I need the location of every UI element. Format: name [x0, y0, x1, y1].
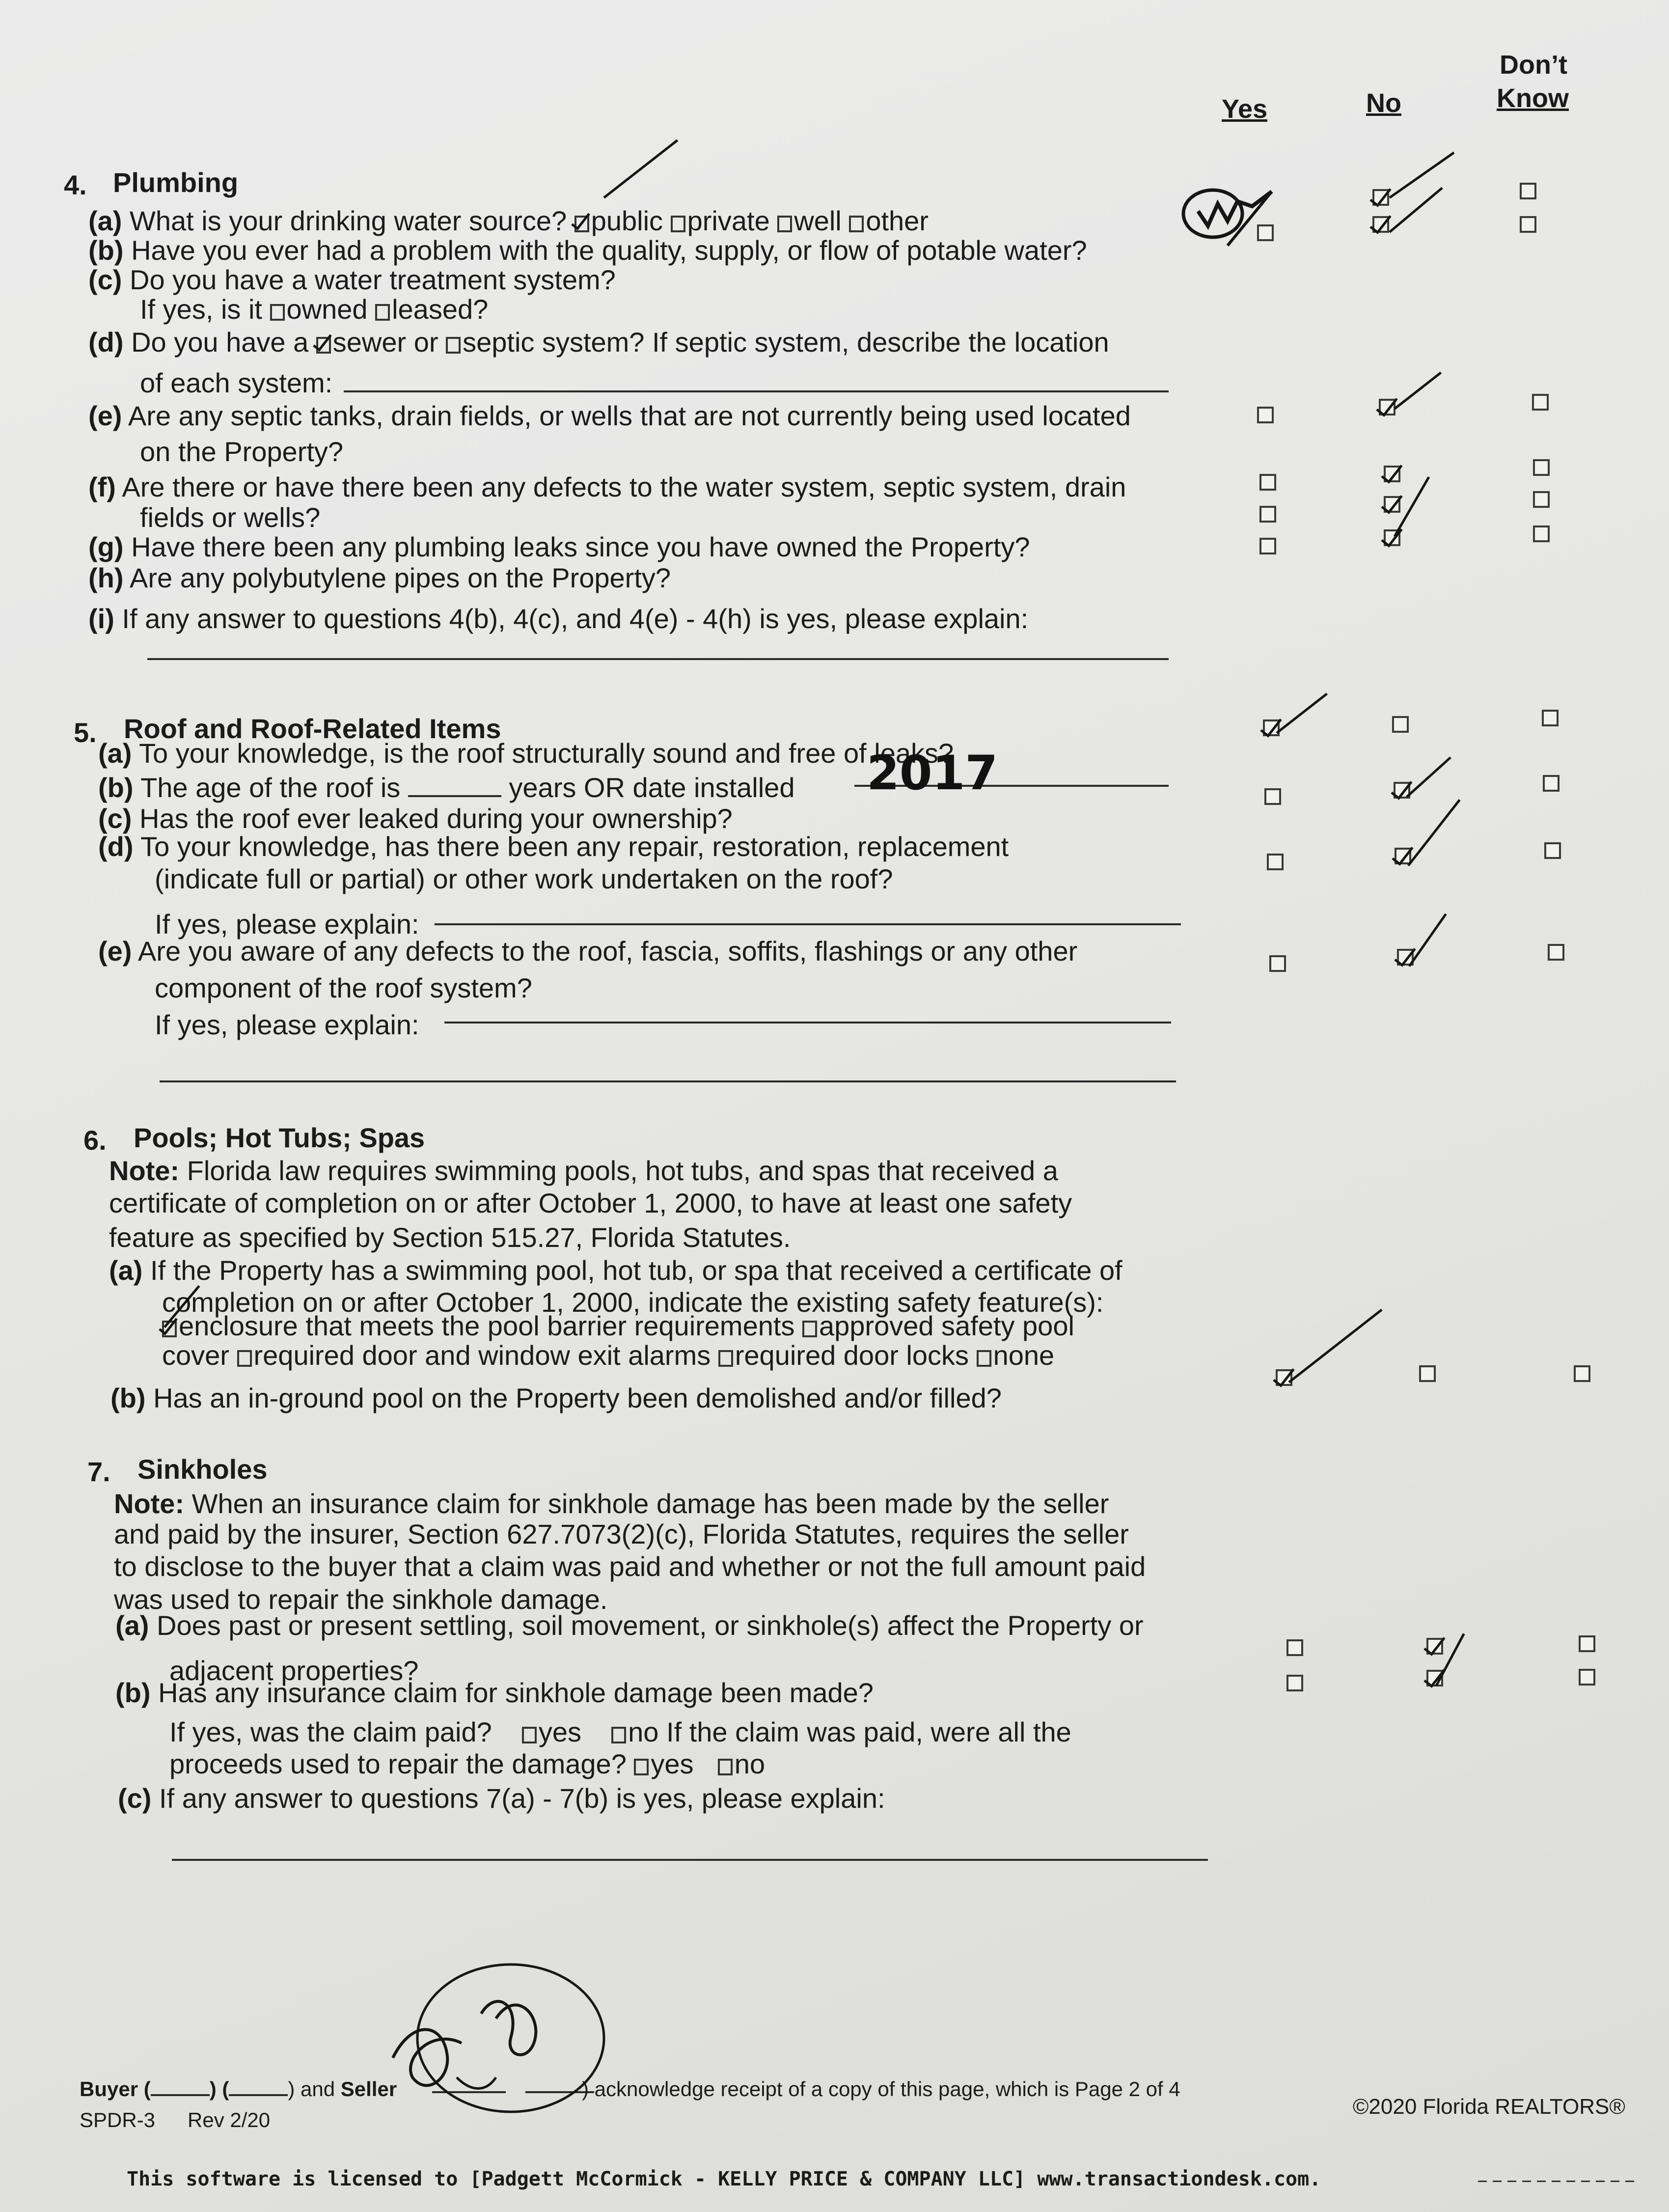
section-5-title: Roof and Roof-Related Items [124, 713, 501, 744]
s7-note-3: to disclose to the buyer that a claim was paid and whether or not the full amount paid [114, 1551, 1146, 1582]
q6a-door-locks-label: required door locks [735, 1340, 969, 1371]
footer-dashed-line [1478, 2181, 1640, 2182]
q4d-label: (d) [88, 327, 124, 358]
q4c-leased-label: leased? [392, 294, 489, 325]
q7a-label: (a) [115, 1610, 149, 1641]
q6b-label: (b) [110, 1382, 146, 1413]
q4b-dont-know-checkbox[interactable] [1520, 183, 1536, 199]
q4a-private-label: private [687, 205, 770, 236]
q4g-row [88, 531, 1030, 563]
q4i-answer-line[interactable] [147, 658, 1169, 660]
q4d-sewer-label: sewer [332, 327, 407, 358]
footer-close-1: ) ( [209, 2077, 229, 2101]
q7b-question: Has any insurance claim for sinkhole damage been made? [158, 1677, 874, 1708]
section-4-title: Plumbing [113, 167, 239, 198]
q4c-label: (c) [88, 264, 122, 295]
q4b-row [88, 235, 1087, 266]
s6-note-3: feature as specified by Section 515.27, Florida Statutes. [109, 1222, 791, 1253]
q6a-safety-cover-label-2: cover [162, 1340, 229, 1371]
q5b-label: (b) [98, 772, 134, 803]
q5d-dont-know-checkbox[interactable] [1544, 842, 1561, 859]
q4f-row [88, 471, 1126, 503]
q7c-answer-line[interactable] [172, 1859, 1208, 1861]
q4c-sub-row [140, 294, 488, 325]
s7-note-line-1 [114, 1488, 1109, 1520]
q4e-label: (e) [88, 400, 122, 431]
q4b-question: Have you ever had a problem with the quality, supply, or flow of potable water? [131, 235, 1087, 266]
seller-initials-signature [373, 1960, 629, 2122]
footer-license: This software is licensed to [Padgett McCormick - KELLY PRICE & COMPANY LLC] www.transactiondesk.com. [127, 2168, 1321, 2190]
q4a-other-checkbox[interactable] [849, 216, 864, 232]
q5e-dont-know-checkbox[interactable] [1548, 944, 1564, 961]
q4c-owned-label: owned [286, 294, 368, 325]
q4g-dont-know-checkbox[interactable] [1533, 491, 1550, 508]
q4h-yes-checkbox[interactable] [1259, 538, 1276, 554]
q4d-septic-checkbox[interactable] [446, 337, 461, 354]
q5c-pen-stroke [1406, 756, 1451, 798]
footer-seller-label: Seller [340, 2077, 397, 2101]
s7-note-label: Note: [114, 1488, 185, 1519]
q4h-question: Are any polybutylene pipes on the Property? [129, 562, 671, 593]
q4e-yes-checkbox[interactable] [1257, 407, 1274, 423]
q5e-question-1: Are you aware of any defects to the roof, fascia, soffits, flashings or any other [137, 936, 1078, 967]
q4c-no-checkbox[interactable] [1372, 216, 1389, 233]
section-6-title: Pools; Hot Tubs; Spas [134, 1122, 425, 1153]
q5a-label: (a) [98, 738, 132, 769]
q5d-question-1: To your knowledge, has there been any repair, restoration, replacement [140, 831, 1009, 862]
q7c-label: (c) [118, 1783, 152, 1814]
q4a-well-checkbox[interactable] [777, 216, 792, 232]
q5a-question: To your knowledge, is the roof structurally sound and free of leaks? [139, 738, 954, 769]
s7-note-1: When an insurance claim for sinkhole damage has been made by the seller [192, 1488, 1109, 1519]
q6a-enclosure-label: enclosure that meets the pool barrier requirements [179, 1310, 795, 1341]
q4a-question: What is your drinking water source? [130, 205, 567, 236]
q4e-pen-stroke [1394, 372, 1442, 410]
q7b-paid-yes-checkbox[interactable] [522, 1727, 537, 1743]
q5b-age-field[interactable] [408, 775, 501, 797]
q5d-no-checkbox[interactable] [1395, 848, 1411, 864]
q5e-explain-line[interactable] [444, 1022, 1171, 1023]
q4c-dont-know-checkbox[interactable] [1520, 216, 1536, 233]
footer-acknowledgment: ) acknowledge receipt of a copy of this page, which is Page 2 of 4 [582, 2077, 1180, 2101]
q6a-row [109, 1255, 1122, 1286]
q7b-sub-row-1 [169, 1716, 1071, 1748]
q6a-alarms-checkbox[interactable] [237, 1350, 252, 1367]
s6-note-line-1 [109, 1155, 1058, 1187]
buyer-initials-1-field[interactable] [151, 2079, 210, 2096]
q7c-question: If any answer to questions 7(a) - 7(b) is yes, please explain: [159, 1783, 885, 1814]
column-dont-know-header-1: Don’t [1500, 50, 1567, 80]
section-7-title: Sinkholes [137, 1454, 268, 1485]
q4h-dont-know-checkbox[interactable] [1533, 525, 1550, 542]
s6-note-2: certificate of completion on or after October 1, 2000, to have at least one safety [109, 1188, 1072, 1218]
q5e-pen-stroke [1408, 913, 1447, 967]
q5e-label: (e) [98, 936, 132, 967]
footer-initials-row [80, 2074, 397, 2105]
q7c-row [118, 1783, 885, 1814]
q7a-dont-know-checkbox[interactable] [1579, 1635, 1595, 1652]
q5a-pen-stroke [1276, 692, 1328, 734]
column-dont-know-header-2: Know [1497, 83, 1569, 113]
q7a-no-checkbox[interactable] [1426, 1638, 1443, 1655]
s6-note-label: Note: [109, 1155, 180, 1186]
s6-note-1: Florida law requires swimming pools, hot tubs, and spas that received a [187, 1155, 1058, 1186]
q7b-proceeds-yes-checkbox[interactable] [634, 1759, 649, 1775]
q4a-row [88, 205, 929, 237]
q7b-sub-1: If yes, was the claim paid? [169, 1716, 492, 1747]
q4e-no-checkbox[interactable] [1379, 399, 1395, 415]
footer-and: ) and [288, 2077, 335, 2101]
column-no-header: No [1366, 88, 1401, 118]
q4c-owned-checkbox[interactable] [270, 304, 285, 321]
q4a-public-checkbox[interactable] [575, 216, 589, 232]
footer-form-number: SPDR-3 [80, 2108, 156, 2131]
q6a-options-row-2 [162, 1340, 1054, 1371]
q4c-question: Do you have a water treatment system? [130, 264, 616, 295]
section-5-number: 5. [74, 717, 97, 748]
buyer-initials-2-field[interactable] [229, 2079, 288, 2096]
q5d-pen-stroke [1407, 799, 1461, 866]
q5e-question-2: component of the roof system? [155, 972, 532, 1003]
q5e-yes-checkbox[interactable] [1269, 955, 1286, 972]
q4a-private-checkbox[interactable] [671, 216, 685, 232]
q4i-row [88, 603, 1028, 635]
q4c-sub: If yes, is it [140, 294, 262, 325]
q4g-label: (g) [88, 531, 124, 562]
q6a-safety-cover-checkbox[interactable] [802, 1321, 817, 1337]
section-4-number: 4. [64, 169, 87, 200]
q4e-row [88, 400, 1131, 432]
q4e-dont-know-checkbox[interactable] [1532, 394, 1549, 411]
q4f-question: Are there or have there been any defects to the water system, septic system, drain [122, 471, 1126, 502]
q7b-row [115, 1677, 874, 1709]
q7b-label: (b) [115, 1677, 151, 1708]
q6a-none-checkbox[interactable] [977, 1350, 991, 1367]
q7b-paid-yes-label: yes [538, 1716, 582, 1747]
footer-buyer-label: Buyer ( [80, 2077, 151, 2101]
footer-copyright: ©2020 Florida REALTORS® [1353, 2095, 1625, 2119]
q4a-public-label: public [591, 205, 663, 236]
q5e-question-3: If yes, please explain: [155, 1009, 419, 1040]
q6a-label: (a) [109, 1255, 143, 1286]
q7b-dont-know-checkbox[interactable] [1579, 1669, 1595, 1686]
q5b-date-handwritten: 2017 [867, 746, 998, 801]
q5c-row [98, 803, 733, 834]
q4g-question: Have there been any plumbing leaks since you have owned the Property? [131, 531, 1030, 562]
q5b-question-1: The age of the roof is [140, 772, 401, 803]
q4a-pen-stroke [603, 139, 678, 199]
q6b-yes-checkbox[interactable] [1276, 1369, 1292, 1386]
q5a-dont-know-checkbox[interactable] [1542, 710, 1559, 726]
q7b-proceeds-yes-label: yes [651, 1748, 694, 1779]
q4a-label: (a) [88, 205, 122, 236]
q4g-yes-checkbox[interactable] [1259, 506, 1276, 523]
q4c-leased-checkbox[interactable] [375, 304, 390, 321]
q7a-question-1: Does past or present settling, soil movement, or sinkhole(s) affect the Property or [157, 1610, 1144, 1641]
q6a-safety-cover-label: approved safety pool [819, 1310, 1074, 1341]
q4d-row [88, 327, 1109, 358]
q7b-yes-checkbox[interactable] [1286, 1675, 1303, 1691]
q6a-door-locks-checkbox[interactable] [718, 1350, 733, 1367]
q4a-other-label: other [866, 205, 929, 236]
q7a-row [115, 1610, 1144, 1641]
q5c-dont-know-checkbox[interactable] [1543, 775, 1560, 792]
q6a-none-label: none [993, 1340, 1055, 1371]
q4e-question-2: on the Property? [140, 436, 344, 467]
q4f-label: (f) [88, 471, 116, 502]
q4h-row [88, 562, 671, 594]
q4i-question: If any answer to questions 4(b), 4(c), and 4(e) - 4(h) is yes, please explain: [122, 603, 1029, 634]
section-7-number: 7. [87, 1456, 110, 1487]
q4d-question: Do you have a [131, 327, 309, 358]
q5e-explain-line-2[interactable] [160, 1080, 1176, 1082]
q4d-answer-line[interactable] [344, 390, 1169, 392]
footer-revision: Rev 2/20 [188, 2108, 271, 2131]
q7b-paid-no-checkbox[interactable] [611, 1727, 626, 1743]
q4d-sewer-checkbox[interactable] [316, 337, 331, 354]
q4b-label: (b) [88, 235, 124, 266]
q4d-septic-label: septic system? If septic system, describe the location [463, 327, 1109, 358]
q7b-sub-row-2 [169, 1748, 765, 1780]
q7b-proceeds-no-checkbox[interactable] [718, 1759, 733, 1775]
q5d-label: (d) [98, 831, 134, 862]
s7-note-4: was used to repair the sinkhole damage. [114, 1584, 608, 1615]
q5e-row [98, 936, 1077, 967]
q6b-pen-stroke [1288, 1309, 1382, 1383]
s7-note-2: and paid by the insurer, Section 627.7073(2)(c), Florida Statutes, requires the seller [114, 1519, 1129, 1549]
q4f-dont-know-checkbox[interactable] [1533, 459, 1550, 476]
column-yes-header: Yes [1222, 94, 1268, 124]
q4d-or: or [413, 327, 438, 358]
section-6-number: 6. [83, 1125, 107, 1156]
q5c-yes-checkbox[interactable] [1264, 788, 1281, 805]
q5a-no-checkbox[interactable] [1392, 716, 1409, 733]
q5d-explain-line[interactable] [435, 923, 1181, 925]
q5d-question-3: If yes, please explain: [155, 909, 419, 940]
q4g-no-checkbox[interactable] [1384, 496, 1400, 513]
q5b-question-2: years OR date installed [509, 772, 795, 803]
q4i-label: (i) [88, 603, 114, 634]
q5b-row [98, 772, 794, 803]
q5d-row [98, 831, 1009, 862]
q4h-label: (h) [88, 562, 124, 593]
q4f-question-2: fields or wells? [140, 502, 321, 533]
q4c-row [88, 264, 616, 296]
q4b-no-checkbox[interactable] [1372, 189, 1389, 206]
q5c-label: (c) [98, 803, 132, 834]
q6b-dont-know-checkbox[interactable] [1574, 1365, 1590, 1382]
q6a-question-1: If the Property has a swimming pool, hot tub, or spa that received a certificate of [150, 1255, 1122, 1286]
q4b-scribble-mark [1174, 177, 1291, 270]
q4f-yes-checkbox[interactable] [1259, 474, 1276, 491]
q7b-sub-2: proceeds used to repair the damage? [169, 1748, 627, 1779]
q6a-question-2: completion on or after October 1, 2000, indicate the existing safety feature(s): [162, 1287, 1104, 1318]
q7a-question-2: adjacent properties? [169, 1655, 419, 1686]
q7b-proceeds-no-label: no [734, 1748, 765, 1779]
q5d-yes-checkbox[interactable] [1267, 854, 1284, 870]
q6b-question: Has an in-ground pool on the Property been demolished and/or filled? [153, 1382, 1002, 1413]
q4d-question-2: of each system: [140, 367, 333, 398]
q6b-no-checkbox[interactable] [1419, 1365, 1436, 1382]
q4a-well-label: well [794, 205, 842, 236]
q4e-question: Are any septic tanks, drain fields, or wells that are not currently being used located [128, 400, 1131, 431]
q6b-row [110, 1382, 1002, 1414]
q4f-no-checkbox[interactable] [1384, 466, 1400, 482]
q4b-pen-stroke [1389, 152, 1455, 199]
q7a-yes-checkbox[interactable] [1286, 1639, 1303, 1656]
q7b-paid-no-label: no If the claim was paid, were all the [628, 1716, 1071, 1747]
q5c-question: Has the roof ever leaked during your ownership? [139, 803, 733, 834]
q6a-options-row-1 [162, 1310, 1074, 1342]
q6a-alarms-label: required door and window exit alarms [253, 1340, 711, 1371]
q5d-question-2: (indicate full or partial) or other work undertaken on the roof? [155, 863, 893, 894]
q5a-row [98, 738, 954, 769]
